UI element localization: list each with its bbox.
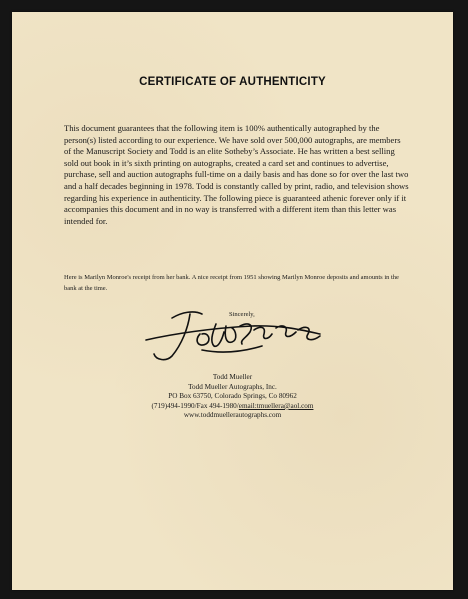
handwritten-signature — [142, 304, 332, 366]
website-text: www.toddmuellerautographs.com — [183, 411, 282, 420]
signer-block — [12, 373, 453, 421]
signer-name: Todd Mueller — [212, 373, 253, 381]
mailing-address: PO Box 63750, Colorado Springs, Co 80962 — [168, 392, 297, 401]
item-description: Here is Marilyn Monroe's receipt from her bank. A nice receipt from 1951 showing Marilyn Monroe deposits and amounts in the bank at the time. — [64, 274, 399, 292]
certificate-title: CERTIFICATE OF AUTHENTICITY — [139, 76, 326, 88]
email-link[interactable]: email:tmuellera@aol.com — [238, 401, 314, 410]
phone-fax: (719)494-1990/Fax 494-1980/ — [151, 401, 239, 410]
company-name: Todd Mueller Autographs, Inc. — [188, 382, 277, 391]
closing-text: Sincerely, — [229, 311, 255, 318]
contact-line — [12, 402, 453, 412]
certificate-body: This document guarantees that the following item is 100% authentically autographed by the person(s) listed according to our experience. We have sold over 500,000 autographs, are members of the Manuscript Society and Todd is an elite Sotheby’s Associate. He has written a best selling sold out book in it’s sixth printing on autographs, created a card set and continues to advertise, purchase, sell and auction autographs full-time on a daily basis and has done so for over the last two and a half decades beginning in 1978. Todd is constantly called by print, radio, and television shows regarding his experience in authenticity. The following piece is guaranteed athenic forever only if it accompanies this document and in no way is transferred with a different item than this letter was intended for. — [64, 123, 409, 226]
certificate-sheet — [12, 12, 453, 590]
